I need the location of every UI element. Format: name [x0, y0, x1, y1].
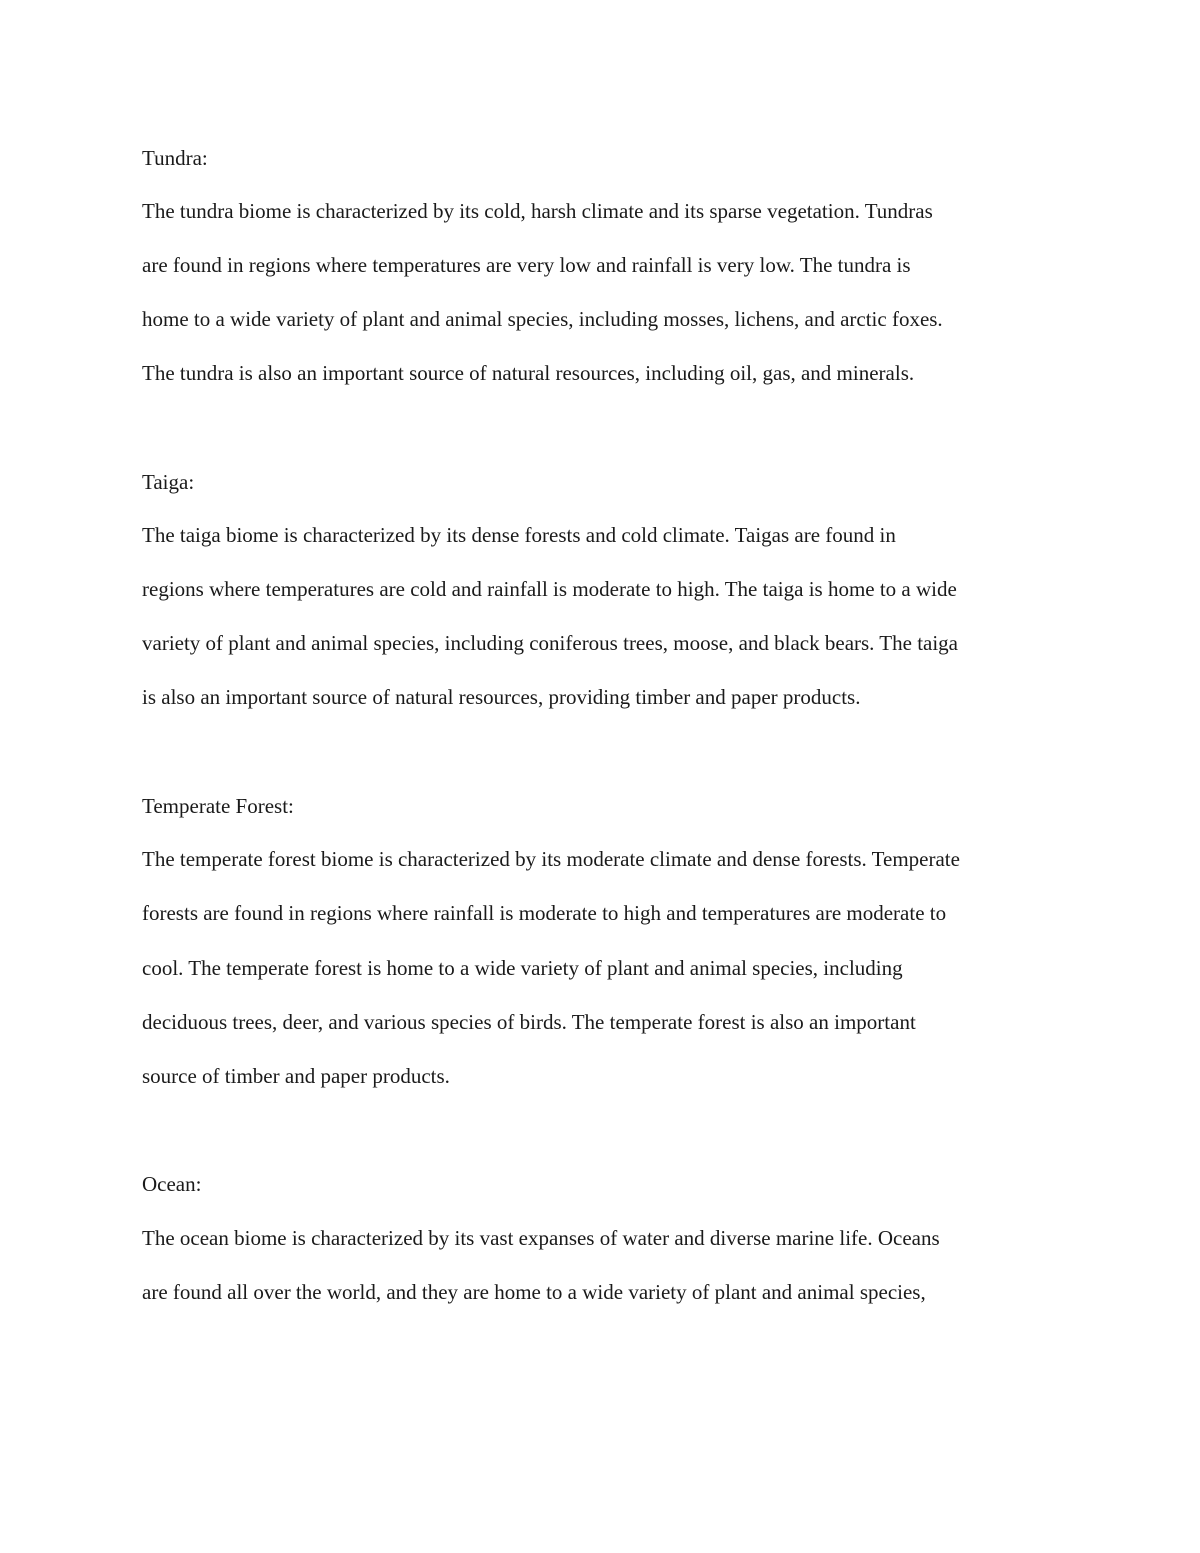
paragraph-line: home to a wide variety of plant and animal species, including mosses, lichens, and arctic foxes. [142, 307, 943, 331]
paragraph-line: source of timber and paper products. [142, 1064, 450, 1088]
paragraph-line: The tundra biome is characterized by its cold, harsh climate and its sparse vegetation. Tundras [142, 199, 933, 223]
paragraph-line: deciduous trees, deer, and various species of birds. The temperate forest is also an important [142, 1010, 916, 1034]
section-heading-taiga: Taiga: [142, 470, 195, 494]
paragraph-line: regions where temperatures are cold and rainfall is moderate to high. The taiga is home to a wide [142, 577, 957, 601]
paragraph-line: are found in regions where temperatures are very low and rainfall is very low. The tundra is [142, 253, 911, 277]
paragraph-line: forests are found in regions where rainfall is moderate to high and temperatures are moderate to [142, 901, 947, 925]
paragraph-line: The tundra is also an important source of natural resources, including oil, gas, and minerals. [142, 361, 915, 385]
paragraph-line: The taiga biome is characterized by its dense forests and cold climate. Taigas are found in [142, 523, 896, 547]
paragraph-line: cool. The temperate forest is home to a wide variety of plant and animal species, including [142, 956, 903, 980]
paragraph-line: is also an important source of natural resources, providing timber and paper products. [142, 685, 861, 709]
section-heading-tundra: Tundra: [142, 146, 208, 170]
paragraph-line: The ocean biome is characterized by its vast expanses of water and diverse marine life. Oceans [142, 1226, 940, 1250]
paragraph-line: variety of plant and animal species, including coniferous trees, moose, and black bears. The taiga [142, 631, 959, 655]
paragraph-line: The temperate forest biome is characterized by its moderate climate and dense forests. Temperate [142, 847, 960, 871]
paragraph-line: are found all over the world, and they are home to a wide variety of plant and animal species, [142, 1280, 926, 1304]
section-heading-temperate-forest: Temperate Forest: [142, 794, 294, 818]
section-heading-ocean: Ocean: [142, 1172, 202, 1196]
